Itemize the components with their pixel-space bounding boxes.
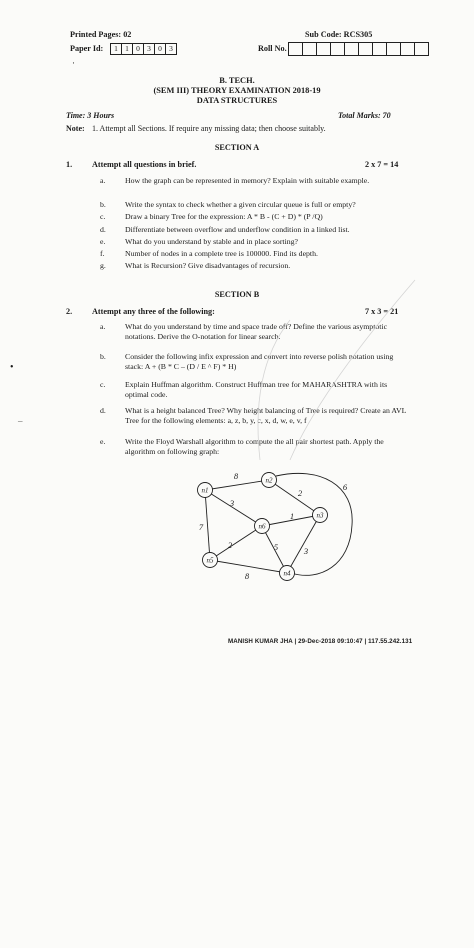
floyd-warshall-graph: [180, 470, 380, 590]
paper-id-digit: 3: [144, 44, 155, 54]
question-2-marks: 7 x 3 = 21: [365, 307, 399, 316]
paper-id-digit: 0: [133, 44, 144, 54]
question-2-number: 2.: [66, 307, 73, 316]
question-2-instruction: Attempt any three of the following:: [92, 307, 215, 316]
note-label: Note:: [66, 124, 85, 133]
graph-node-label: n6: [258, 522, 266, 531]
exam-title: (SEM III) THEORY EXAMINATION 2018-19: [153, 86, 321, 95]
paper-id-digit: 3: [169, 44, 173, 53]
graph-node-label: n5: [206, 556, 214, 565]
graph-edge-n1-n6: [205, 490, 262, 526]
watermark-stamp: [230, 270, 430, 470]
section-a-heading: SECTION A: [214, 143, 260, 152]
graph-node-label: n1: [201, 486, 209, 495]
graph-edge-weight: 5: [273, 542, 279, 552]
graph-edge-weight: 3: [229, 498, 235, 508]
graph-edge-n2-n3: [269, 480, 320, 515]
total-marks: Total Marks: 70: [338, 111, 391, 120]
paper-id-digit: 1: [111, 44, 122, 54]
graph-node-label: n2: [265, 476, 273, 485]
sub-code: Sub Code: RCS305: [305, 30, 373, 39]
graph-edge-n2-n4: [273, 473, 352, 575]
graph-edge-weight: 2: [227, 540, 233, 550]
graph-edge-n5-n6: [210, 526, 262, 560]
question-1-instruction: Attempt all questions in brief.: [92, 160, 197, 169]
graph-edge-weight: 2: [297, 488, 303, 498]
roll-no-boxes: [288, 42, 429, 56]
watermark-arc: [290, 280, 415, 460]
roll-no-label: Roll No.: [258, 44, 287, 53]
graph-edge-weight: 3: [303, 546, 309, 556]
graph-edge-weight: 1: [289, 511, 295, 521]
time-label: Time: 3 Hours: [66, 111, 115, 120]
section-b-heading: SECTION B: [214, 290, 260, 299]
paper-id-digit: 1: [122, 44, 133, 54]
paper-id-boxes: [110, 43, 177, 55]
graph-edges: [205, 473, 352, 575]
paper-id-label: Paper Id:: [70, 44, 104, 53]
graph-edge-weight: 8: [233, 471, 239, 481]
graph-edge-n3-n4: [287, 515, 320, 573]
graph-node-label: n4: [283, 569, 291, 578]
degree-title: B. TECH.: [219, 76, 255, 85]
graph-edge-n1-n5: [205, 490, 210, 560]
subject-title: DATA STRUCTURES: [196, 96, 278, 105]
graph-edge-weight: 8: [244, 571, 250, 581]
printed-pages: Printed Pages: 02: [70, 30, 132, 39]
note-text: 1. Attempt all Sections. If require any missing data; then choose suitably.: [92, 124, 326, 133]
paper-id-digit: 0: [155, 44, 166, 54]
graph-node-label: n3: [316, 511, 324, 520]
graph-edge-weight: 7: [198, 522, 204, 532]
stray-mark: –: [18, 416, 23, 426]
stray-mark: •: [10, 362, 14, 373]
stray-mark: ·: [72, 58, 75, 68]
watermark-arc: [258, 320, 290, 460]
graph-edge-n1-n2: [205, 480, 269, 490]
question-1-marks: 2 x 7 = 14: [365, 160, 399, 169]
question-1-number: 1.: [66, 160, 73, 169]
footer-stamp: MANISH KUMAR JHA | 29-Dec-2018 09:10:47 | 117.55.242.131: [228, 638, 413, 645]
graph-edge-weight: 6: [342, 482, 348, 492]
